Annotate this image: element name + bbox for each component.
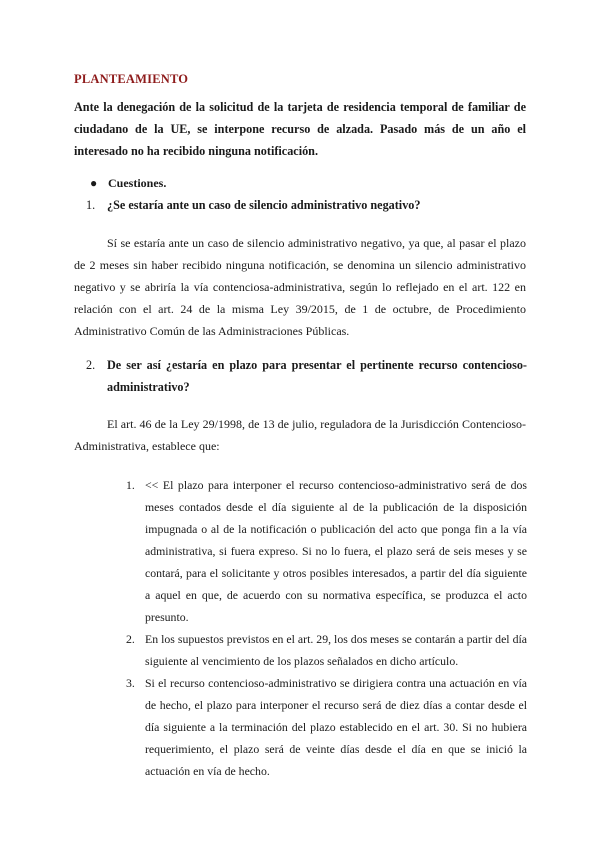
bullet-label: Cuestiones.: [108, 176, 167, 190]
bullet-dot-icon: ●: [90, 176, 98, 190]
list-item-text: << El plazo para interponer el recurso contencioso-administrativo será de dos meses contados desde el día siguiente al de la publicación de la disposición impugnada o al de la notificación o publicación del acto que ponga fin a la vía administrativa, si fuera expreso. Si no lo fuera, el plazo será de seis meses y se contará, para el solicitante y otros posibles interesados, a partir del día siguiente a aquel en que, de acuerdo con su normativa específica, se produzca el acto presunto.: [145, 478, 527, 624]
answer-2-intro: El art. 46 de la Ley 29/1998, de 13 de julio, reguladora de la Jurisdicción Contencioso-Administrativa, establece que:: [74, 417, 526, 453]
section-title: PLANTEAMIENTO: [74, 72, 189, 86]
question-2: [86, 354, 527, 398]
list-item-number: 3.: [126, 676, 135, 690]
question-1: [86, 194, 527, 216]
question-1-text: ¿Se estaría ante un caso de silencio administrativo negativo?: [107, 198, 421, 212]
intro-paragraph: Ante la denegación de la solicitud de la tarjeta de residencia temporal de familiar de ciudadano de la UE, se interpone recurso de alzada. Pasado más de un año el interesado no ha recibido ninguna notificación.: [74, 100, 526, 158]
list-item-text: En los supuestos previstos en el art. 29, los dos meses se contarán a partir del día siguiente al vencimiento de los plazos señalados en dicho artículo.: [145, 632, 527, 668]
law-article-list: [126, 474, 527, 782]
question-2-number: 2.: [86, 358, 96, 372]
answer-1-paragraph: Sí se estaría ante un caso de silencio administrativo negativo, ya que, al pasar el plazo de 2 meses sin haber recibido ninguna notificación, se denomina un silencio administrativo negativo y se abriría la vía contenciosa-administrativa, según lo reflejado en el art. 122 en relación con el art. 24 de la misma Ley 39/2015, de 1 de octubre, de Procedimiento Administrativo Común de las Administraciones Públicas.: [74, 236, 526, 338]
list-item-text: Si el recurso contencioso-administrativo se dirigiera contra una actuación en vía de hecho, el plazo para interponer el recurso será de diez días a contar desde el día siguiente a la terminación del plazo establecido en el art. 30. Si no hubiera requerimiento, el plazo será de veinte días desde el día en que se inició la actuación en vía de hecho.: [145, 676, 527, 778]
list-item: [126, 474, 527, 628]
list-item: [126, 628, 527, 672]
list-item: [126, 672, 527, 782]
questions-bullet: [90, 176, 166, 191]
list-item-number: 2.: [126, 632, 135, 646]
question-1-number: 1.: [86, 198, 96, 212]
list-item-number: 1.: [126, 478, 135, 492]
question-2-text: De ser así ¿estaría en plazo para presentar el pertinente recurso contencioso-administrativo?: [107, 358, 527, 394]
